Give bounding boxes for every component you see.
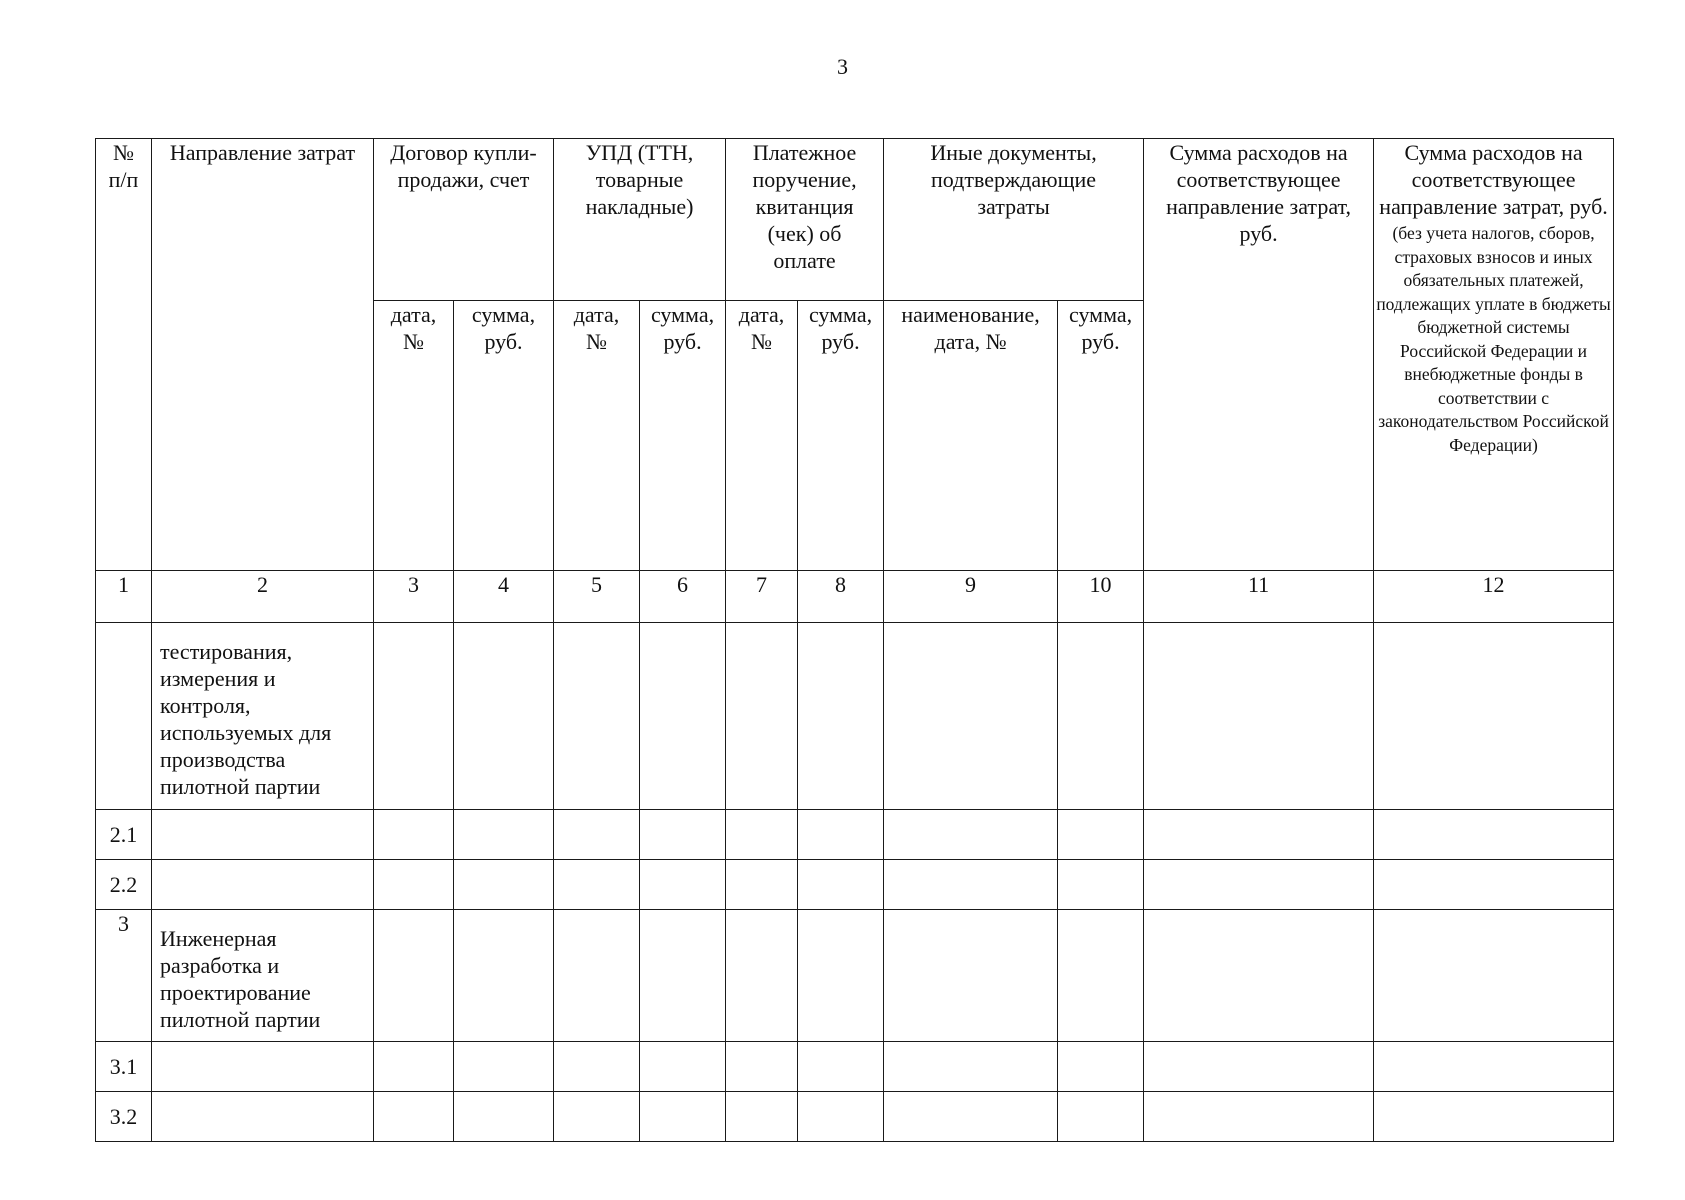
empty-cell [726,810,798,860]
empty-cell [1144,1092,1374,1142]
empty-cell [1374,910,1614,1042]
table-row [96,810,1614,860]
empty-cell [884,1042,1058,1092]
empty-cell [1374,860,1614,910]
table-row [96,1042,1614,1092]
row-direction [152,810,374,860]
row-number: 3 [96,910,152,1042]
empty-cell [798,1042,884,1092]
column-number: 11 [1144,571,1374,623]
empty-cell [454,810,554,860]
subheader-payment-sum: сумма, руб. [798,301,884,571]
header-expenses-net-note: (без учета налогов, сборов, страховых взносов и иных обязательных платежей, подлежащих уплате в бюджеты бюджетной системы Российской Федерации и внебюджетные фонды в соответствии с законодательством Российской Федерации) [1376,223,1611,455]
empty-cell [640,810,726,860]
empty-cell [798,910,884,1042]
empty-cell [1374,623,1614,810]
row-direction: тестирования, измерения и контроля, используемых для производства пилотной партии [152,623,374,810]
header-upd: УПД (ТТН, товарные накладные) [554,139,726,301]
empty-cell [454,1092,554,1142]
empty-cell [454,860,554,910]
empty-cell [798,1092,884,1142]
empty-cell [374,623,454,810]
row-number: 2.2 [96,860,152,910]
empty-cell [798,623,884,810]
empty-cell [374,1092,454,1142]
empty-cell [1144,910,1374,1042]
subheader-payment-date: дата, № [726,301,798,571]
empty-cell [1144,1042,1374,1092]
empty-cell [1374,1042,1614,1092]
empty-cell [1058,1042,1144,1092]
empty-cell [1374,1092,1614,1142]
subheader-upd-sum: сумма, руб. [640,301,726,571]
empty-cell [454,910,554,1042]
empty-cell [884,910,1058,1042]
empty-cell [726,1042,798,1092]
empty-cell [726,1092,798,1142]
empty-cell [726,623,798,810]
row-number: 2.1 [96,810,152,860]
empty-cell [1058,910,1144,1042]
column-numbers-row [96,571,1614,623]
empty-cell [1058,1092,1144,1142]
empty-cell [884,810,1058,860]
empty-cell [884,860,1058,910]
subheader-other-sum: сумма, руб. [1058,301,1144,571]
subheader-upd-date: дата, № [554,301,640,571]
empty-cell [374,1042,454,1092]
empty-cell [1058,810,1144,860]
column-number: 12 [1374,571,1614,623]
subheader-other-name: наименование, дата, № [884,301,1058,571]
table-row [96,623,1614,810]
empty-cell [374,910,454,1042]
empty-cell [798,860,884,910]
empty-cell [554,810,640,860]
empty-cell [374,860,454,910]
subheader-contract-date: дата, № [374,301,454,571]
empty-cell [1144,810,1374,860]
column-number: 2 [152,571,374,623]
header-direction: Направление затрат [152,139,374,571]
empty-cell [1144,860,1374,910]
row-direction: Инженерная разработка и проектирование пилотной партии [152,910,374,1042]
column-number: 7 [726,571,798,623]
empty-cell [554,1092,640,1142]
header-num: № п/п [96,139,152,571]
row-direction [152,860,374,910]
subheader-contract-sum: сумма, руб. [454,301,554,571]
empty-cell [884,623,1058,810]
column-number: 10 [1058,571,1144,623]
row-direction [152,1042,374,1092]
row-number: 3.2 [96,1092,152,1142]
row-number [96,623,152,810]
row-number: 3.1 [96,1042,152,1092]
empty-cell [1144,623,1374,810]
header-expenses: Сумма расходов на соответствующее направление затрат, руб. [1144,139,1374,571]
empty-cell [454,623,554,810]
empty-cell [554,860,640,910]
empty-cell [554,910,640,1042]
table-row [96,910,1614,1042]
empty-cell [554,623,640,810]
row-direction [152,1092,374,1142]
column-number: 3 [374,571,454,623]
empty-cell [374,810,454,860]
empty-cell [454,1042,554,1092]
column-number: 5 [554,571,640,623]
table-row [96,860,1614,910]
table-row [96,1092,1614,1142]
empty-cell [640,860,726,910]
empty-cell [640,910,726,1042]
header-payment: Платежное поручение, квитанция (чек) об оплате [726,139,884,301]
page-number: 3 [837,54,848,79]
empty-cell [726,910,798,1042]
empty-cell [640,1042,726,1092]
header-expenses-net-title: Сумма расходов на соответствующее направление затрат, руб. [1379,140,1608,219]
expense-report-table [95,138,1614,1142]
column-number: 9 [884,571,1058,623]
empty-cell [1058,623,1144,810]
column-number: 8 [798,571,884,623]
empty-cell [798,810,884,860]
empty-cell [640,1092,726,1142]
empty-cell [1058,860,1144,910]
header-row-main [96,139,1614,301]
empty-cell [554,1042,640,1092]
empty-cell [1374,810,1614,860]
column-number: 1 [96,571,152,623]
header-expenses-net [1374,139,1614,571]
empty-cell [726,860,798,910]
header-contract: Договор купли-продажи, счет [374,139,554,301]
header-other-docs: Иные документы, подтверждающие затраты [884,139,1144,301]
column-number: 6 [640,571,726,623]
column-number: 4 [454,571,554,623]
empty-cell [640,623,726,810]
empty-cell [884,1092,1058,1142]
